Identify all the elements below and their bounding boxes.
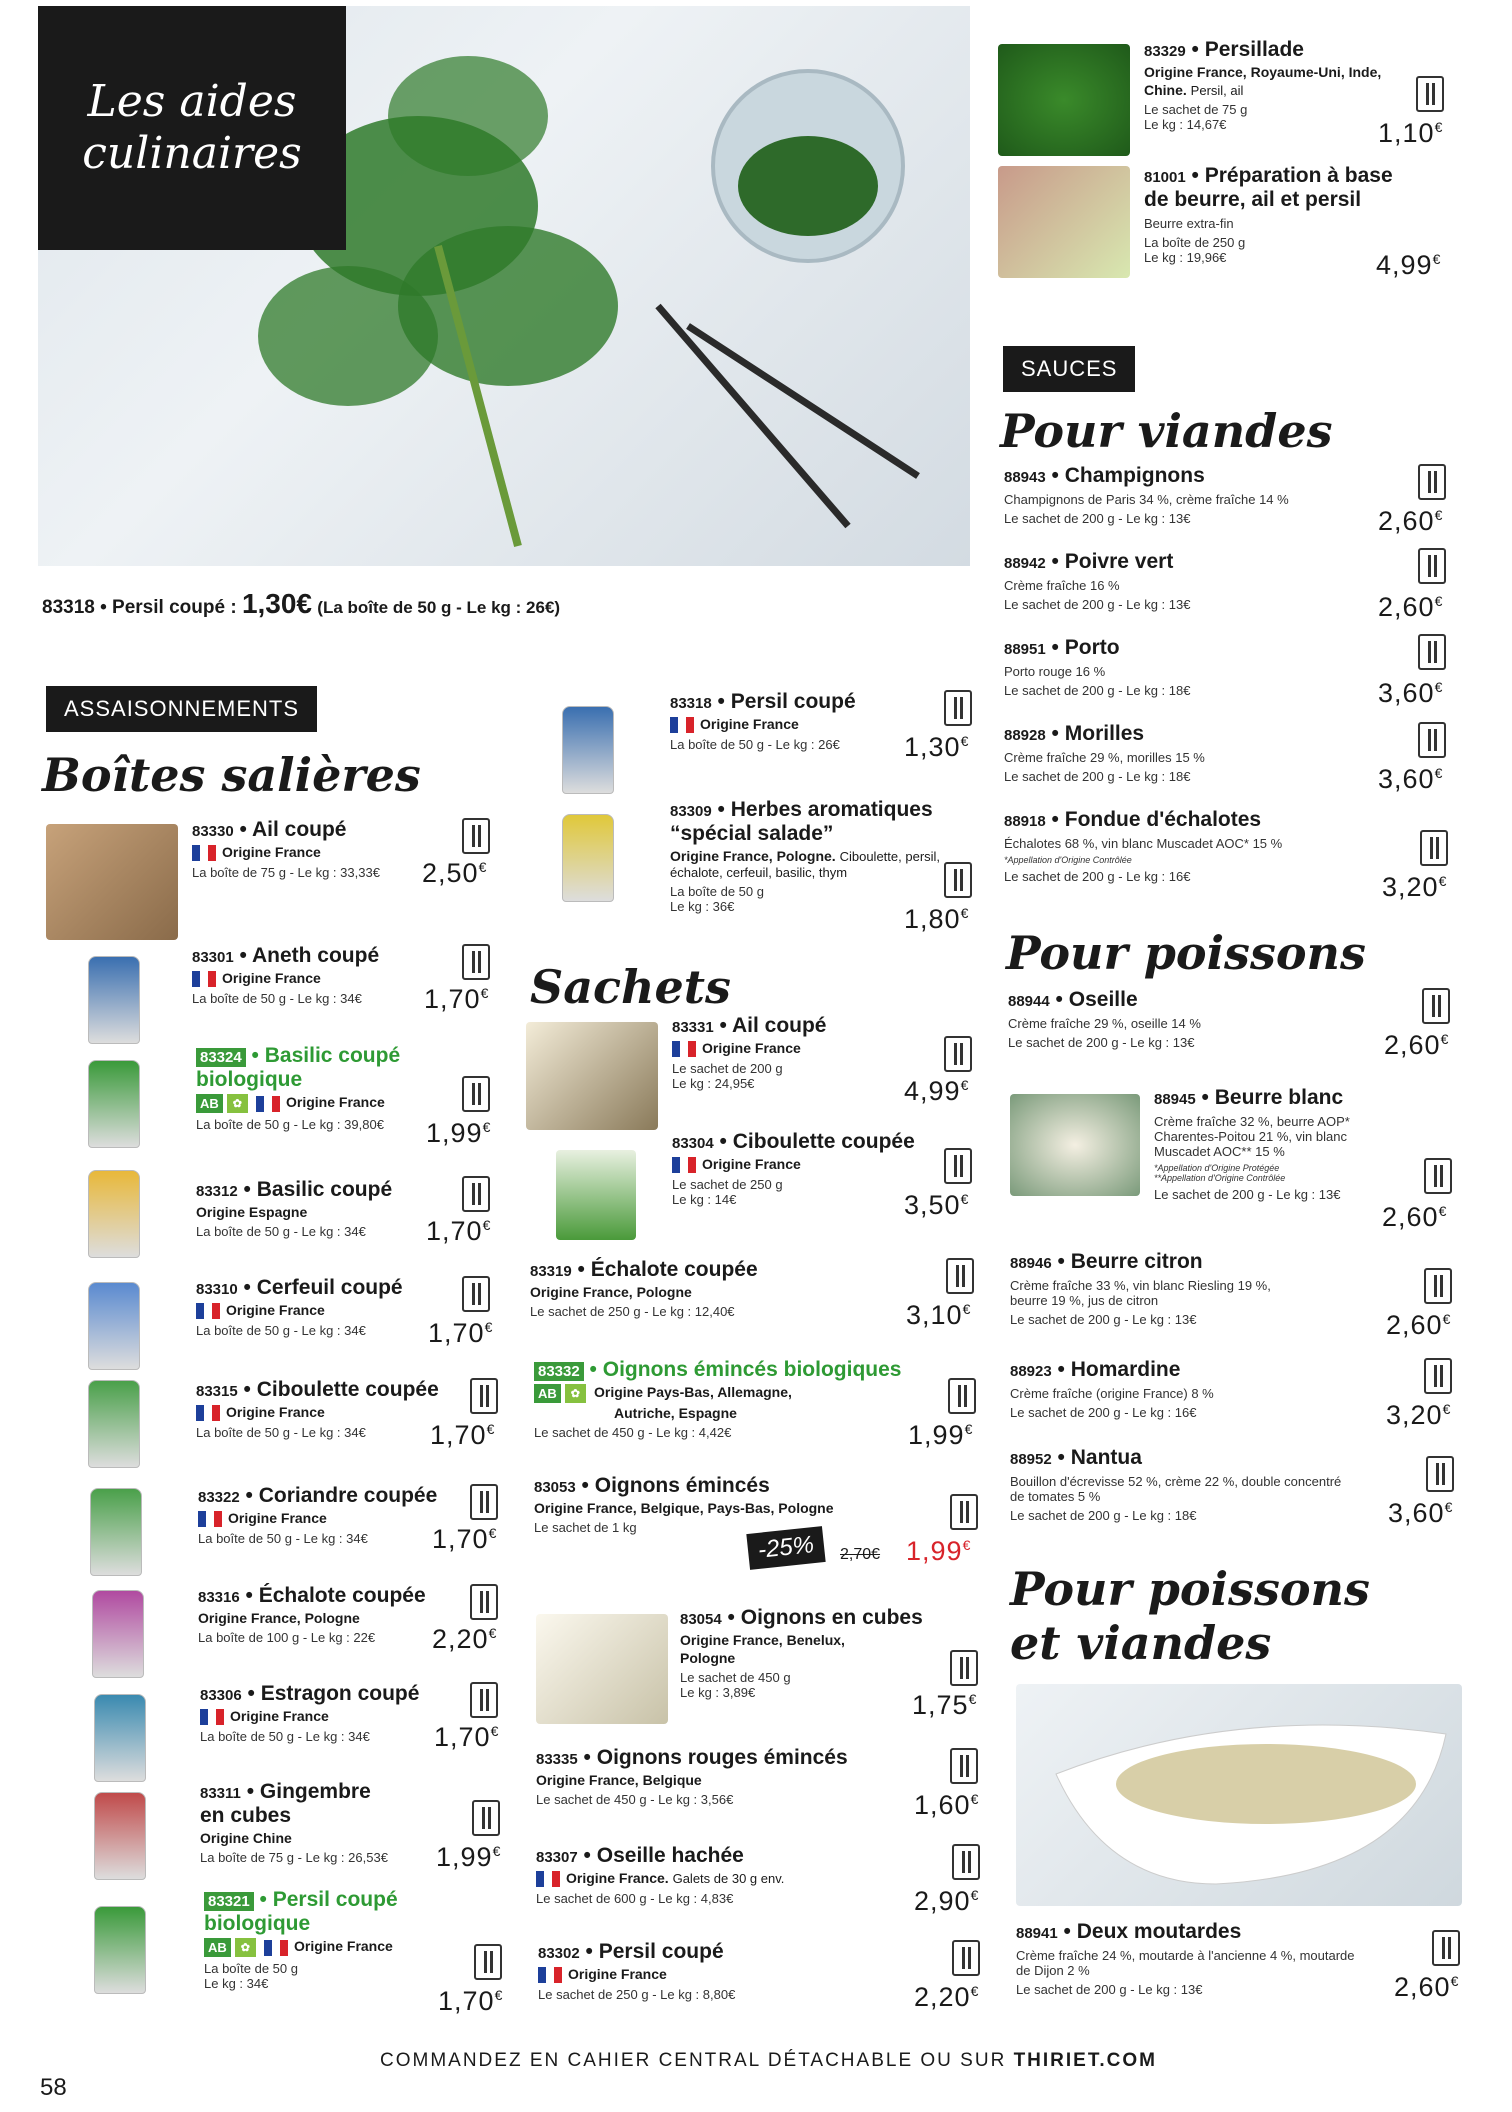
sauce-88923[interactable]: 88923 • Homardine Crème fraîche (origine France) 8 % Le sachet de 200 g - Le kg : 16€ bbox=[1010, 1358, 1214, 1420]
fork-knife-icon bbox=[944, 690, 972, 726]
france-flag-icon bbox=[192, 845, 216, 861]
beurre-blanc-photo bbox=[1010, 1094, 1140, 1196]
eu-organic-leaf-icon: ✿ bbox=[227, 1094, 248, 1113]
product-83329[interactable]: 83329 • Persillade Origine France, Royaume-Uni, Inde, Chine. Persil, ail Le sachet de 75 g Le kg : 14,67€ bbox=[1144, 38, 1382, 132]
sauce-88942[interactable]: 88942 • Poivre vert Crème fraîche 16 % Le sachet de 200 g - Le kg : 13€ bbox=[1004, 550, 1191, 612]
france-flag-icon bbox=[672, 1157, 696, 1173]
price: 1,75€ bbox=[912, 1690, 978, 1720]
sauce-88946[interactable]: 88946 • Beurre citron Crème fraîche 33 %, vin blanc Riesling 19 %, beurre 19 %, jus de citron Le sachet de 200 g - Le kg : 13€ bbox=[1010, 1250, 1271, 1327]
sauce-88945[interactable]: 88945 • Beurre blanc Crème fraîche 32 %, beurre AOP* Charentes-Poitou 21 %, vin blanc Muscadet AOC** 15 % *Appellation d'Origine Protégée **Appellation d'Origine Contrôlée Le sachet de 200 g - Le kg : 13€ bbox=[1154, 1086, 1350, 1202]
price: 3,10€ bbox=[906, 1300, 972, 1330]
fork-knife-icon bbox=[946, 1258, 974, 1294]
garlic-butter-photo bbox=[998, 166, 1130, 278]
fork-knife-icon bbox=[950, 1748, 978, 1784]
product-83304[interactable]: 83304 • Ciboulette coupée Origine France Le sachet de 250 g Le kg : 14€ bbox=[672, 1130, 915, 1208]
france-flag-icon bbox=[256, 1096, 280, 1112]
heading-sachets: Sachets bbox=[530, 960, 731, 1014]
sauce-88943[interactable]: 88943 • Champignons Champignons de Paris 34 %, crème fraîche 14 % Le sachet de 200 g - Le kg : 13€ bbox=[1004, 464, 1289, 526]
product-83307[interactable]: 83307 • Oseille hachée Origine France. Galets de 30 g env. Le sachet de 600 g - Le kg : 4,83€ bbox=[536, 1844, 785, 1907]
onion-cubes-photo bbox=[536, 1614, 668, 1724]
fork-knife-icon bbox=[1418, 722, 1446, 758]
fork-knife-icon bbox=[1424, 1158, 1452, 1194]
fork-knife-icon bbox=[462, 1276, 490, 1312]
fork-knife-icon bbox=[462, 1076, 490, 1112]
price: 1,99€ bbox=[426, 1118, 492, 1148]
price: 2,60€ bbox=[1378, 506, 1444, 536]
price: 2,60€ bbox=[1378, 592, 1444, 622]
price: 4,99€ bbox=[1376, 250, 1442, 280]
fork-knife-icon bbox=[1418, 634, 1446, 670]
chives-pack-photo bbox=[556, 1150, 636, 1240]
fork-knife-icon bbox=[462, 818, 490, 854]
product-83316[interactable]: 83316 • Échalote coupée Origine France, Pologne La boîte de 100 g - Le kg : 22€ bbox=[198, 1584, 426, 1645]
france-flag-icon bbox=[196, 1405, 220, 1421]
product-83324[interactable]: 83324 • Basilic coupé biologique AB ✿ Origine France La boîte de 50 g - Le kg : 39,80€ bbox=[196, 1044, 401, 1132]
fork-knife-icon bbox=[1418, 464, 1446, 500]
price: 2,20€ bbox=[432, 1624, 498, 1654]
fork-knife-icon bbox=[1426, 1456, 1454, 1492]
price: 1,10€ bbox=[1378, 118, 1444, 148]
fork-knife-icon bbox=[1432, 1930, 1460, 1966]
fork-knife-icon bbox=[472, 1800, 500, 1836]
product-pack-image bbox=[90, 1488, 142, 1576]
product-83318[interactable]: 83318 • Persil coupé Origine France La boîte de 50 g - Le kg : 26€ bbox=[670, 690, 856, 753]
fork-knife-icon bbox=[470, 1682, 498, 1718]
product-83315[interactable]: 83315 • Ciboulette coupée Origine France La boîte de 50 g - Le kg : 34€ bbox=[196, 1378, 439, 1441]
price: 3,20€ bbox=[1382, 872, 1448, 902]
section-assaisonnements: ASSAISONNEMENTS bbox=[46, 686, 317, 732]
france-flag-icon bbox=[196, 1303, 220, 1319]
price: 3,60€ bbox=[1378, 678, 1444, 708]
product-pack-image bbox=[94, 1694, 146, 1782]
france-flag-icon bbox=[672, 1041, 696, 1057]
thiriet-link[interactable]: THIRIET.COM bbox=[1013, 2050, 1157, 2071]
product-pack-image bbox=[88, 1282, 140, 1370]
mustard-sauce-photo bbox=[1016, 1684, 1462, 1906]
price: 1,70€ bbox=[426, 1216, 492, 1246]
fork-knife-icon bbox=[462, 1176, 490, 1212]
price: 1,99€ bbox=[436, 1842, 502, 1872]
price: 3,50€ bbox=[904, 1190, 970, 1220]
fork-knife-icon bbox=[462, 944, 490, 980]
hero-caption: 83318 • Persil coupé : 1,30€ (La boîte de 50 g - Le kg : 26€) bbox=[42, 588, 561, 619]
ab-label-icon: AB bbox=[196, 1094, 223, 1113]
product-pack-image bbox=[562, 814, 614, 902]
product-pack-image bbox=[562, 706, 614, 794]
price: 2,60€ bbox=[1384, 1030, 1450, 1060]
product-pack-image bbox=[88, 956, 140, 1044]
product-83322[interactable]: 83322 • Coriandre coupée Origine France La boîte de 50 g - Le kg : 34€ bbox=[198, 1484, 438, 1547]
fork-knife-icon bbox=[1424, 1358, 1452, 1394]
fork-knife-icon bbox=[470, 1378, 498, 1414]
france-flag-icon bbox=[192, 971, 216, 987]
product-83311[interactable]: 83311 • Gingembre en cubes Origine Chine La boîte de 75 g - Le kg : 26,53€ bbox=[200, 1780, 388, 1865]
product-83310[interactable]: 83310 • Cerfeuil coupé Origine France La boîte de 50 g - Le kg : 34€ bbox=[196, 1276, 403, 1339]
page-number: 58 bbox=[40, 2074, 67, 2101]
product-83054[interactable]: 83054 • Oignons en cubes Origine France, Benelux, Pologne Le sachet de 450 g Le kg : 3,89€ bbox=[680, 1606, 923, 1700]
fork-knife-icon bbox=[952, 1940, 980, 1976]
price: 1,99€ bbox=[908, 1420, 974, 1450]
sauce-88944[interactable]: 88944 • Oseille Crème fraîche 29 %, oseille 14 % Le sachet de 200 g - Le kg : 13€ bbox=[1008, 988, 1201, 1050]
fork-knife-icon bbox=[470, 1584, 498, 1620]
footer-order-text: COMMANDEZ EN CAHIER CENTRAL DÉTACHABLE OU SUR THIRIET.COM bbox=[380, 2050, 1157, 2071]
product-83331[interactable]: 83331 • Ail coupé Origine France Le sachet de 200 g Le kg : 24,95€ bbox=[672, 1014, 827, 1092]
product-pack-image bbox=[94, 1906, 146, 1994]
product-pack-image bbox=[92, 1590, 144, 1678]
old-price: 2,70€ bbox=[840, 1546, 881, 1563]
product-83306[interactable]: 83306 • Estragon coupé Origine France La boîte de 50 g - Le kg : 34€ bbox=[200, 1682, 420, 1745]
sauce-88918[interactable]: 88918 • Fondue d'échalotes Échalotes 68 %, vin blanc Muscadet AOC* 15 % *Appellation d'Origine Contrôlée Le sachet de 200 g - Le kg : 16€ bbox=[1004, 808, 1283, 884]
page-title: Les aides culinaires bbox=[38, 6, 346, 250]
product-83053[interactable]: 83053 • Oignons émincés Origine France, Belgique, Pays-Bas, Pologne Le sachet de 1 kg bbox=[534, 1474, 834, 1535]
fork-knife-icon bbox=[1422, 988, 1450, 1024]
fork-knife-icon bbox=[1420, 830, 1448, 866]
product-pack-image bbox=[88, 1060, 140, 1148]
price: 1,70€ bbox=[438, 1986, 504, 2016]
discount-badge: -25% bbox=[746, 1526, 825, 1570]
product-83330[interactable]: 83330 • Ail coupé Origine France La boîte de 75 g - Le kg : 33,33€ bbox=[192, 818, 380, 881]
heading-boites-salieres: Boîtes salières bbox=[42, 748, 421, 802]
product-pack-image bbox=[88, 1170, 140, 1258]
fork-knife-icon bbox=[950, 1650, 978, 1686]
price: 4,99€ bbox=[904, 1076, 970, 1106]
price: 3,60€ bbox=[1378, 764, 1444, 794]
product-83335[interactable]: 83335 • Oignons rouges émincés Origine France, Belgique Le sachet de 450 g - Le kg : 3,56€ bbox=[536, 1746, 848, 1807]
price: 3,20€ bbox=[1386, 1400, 1452, 1430]
product-pack-image bbox=[88, 1380, 140, 1468]
fork-knife-icon bbox=[474, 1944, 502, 1980]
heading-pour-poissons: Pour poissons bbox=[1006, 926, 1366, 980]
eu-organic-leaf-icon: ✿ bbox=[235, 1938, 256, 1957]
price: 2,60€ bbox=[1382, 1202, 1448, 1232]
product-81001[interactable]: 81001 • Préparation à base de beurre, ail et persil Beurre extra-fin La boîte de 250 g Le kg : 19,96€ bbox=[1144, 164, 1393, 265]
product-83332[interactable]: 83332 • Oignons émincés biologiques AB ✿ Origine Pays-Bas, Allemagne, Autriche, Espagne Le sachet de 450 g - Le kg : 4,42€ bbox=[534, 1358, 902, 1440]
france-flag-icon bbox=[670, 717, 694, 733]
price: 2,20€ bbox=[914, 1982, 980, 2012]
sauce-88941[interactable]: 88941 • Deux moutardes Crème fraîche 24 %, moutarde à l'ancienne 4 %, moutarde de Dijon 2 % Le sachet de 200 g - Le kg : 13€ bbox=[1016, 1920, 1355, 1997]
garlic-photo bbox=[46, 824, 178, 940]
product-83301[interactable]: 83301 • Aneth coupé Origine France La boîte de 50 g - Le kg : 34€ bbox=[192, 944, 380, 1007]
fork-knife-icon bbox=[944, 1148, 972, 1184]
price: 3,60€ bbox=[1388, 1498, 1454, 1528]
ab-label-icon: AB bbox=[204, 1938, 231, 1957]
price: 2,60€ bbox=[1386, 1310, 1452, 1340]
price: 1,70€ bbox=[428, 1318, 494, 1348]
fork-knife-icon bbox=[948, 1378, 976, 1414]
sauce-88951[interactable]: 88951 • Porto Porto rouge 16 % Le sachet de 200 g - Le kg : 18€ bbox=[1004, 636, 1191, 698]
france-flag-icon bbox=[264, 1940, 288, 1956]
persillade-photo bbox=[998, 44, 1130, 156]
heading-pour-viandes: Pour viandes bbox=[1000, 404, 1333, 458]
fork-knife-icon bbox=[944, 862, 972, 898]
product-83302[interactable]: 83302 • Persil coupé Origine France Le sachet de 250 g - Le kg : 8,80€ bbox=[538, 1940, 736, 2003]
product-83312[interactable]: 83312 • Basilic coupé Origine Espagne La boîte de 50 g - Le kg : 34€ bbox=[196, 1178, 393, 1239]
product-83321[interactable]: 83321 • Persil coupé biologique AB ✿ Origine France La boîte de 50 g Le kg : 34€ bbox=[204, 1888, 398, 1991]
section-sauces: SAUCES bbox=[1003, 346, 1135, 392]
fork-knife-icon bbox=[1418, 548, 1446, 584]
price: 1,70€ bbox=[434, 1722, 500, 1752]
fork-knife-icon bbox=[1416, 76, 1444, 112]
fork-knife-icon bbox=[950, 1494, 978, 1530]
fork-knife-icon bbox=[1424, 1268, 1452, 1304]
product-83319[interactable]: 83319 • Échalote coupée Origine France, Pologne Le sachet de 250 g - Le kg : 12,40€ bbox=[530, 1258, 758, 1319]
sauce-88952[interactable]: 88952 • Nantua Bouillon d'écrevisse 52 %, crème 22 %, double concentré de tomates 5 % Le sachet de 200 g - Le kg : 18€ bbox=[1010, 1446, 1342, 1523]
ab-label-icon: AB bbox=[534, 1384, 561, 1403]
price: 1,70€ bbox=[432, 1524, 498, 1554]
france-flag-icon bbox=[538, 1967, 562, 1983]
price: 1,30€ bbox=[904, 732, 970, 762]
france-flag-icon bbox=[198, 1511, 222, 1527]
price: 2,60€ bbox=[1394, 1972, 1460, 2002]
eu-organic-leaf-icon: ✿ bbox=[565, 1384, 586, 1403]
sauce-boat-illustration bbox=[1016, 1684, 1462, 1906]
heading-pour-poissons-et-viandes: Pour poissons et viandes bbox=[1010, 1562, 1370, 1670]
garlic-cubes-photo bbox=[526, 1022, 658, 1130]
product-83309[interactable]: 83309 • Herbes aromatiques “spécial salade” Origine France, Pologne. Ciboulette, persil, échalote, cerfeuil, basilic, thym La boîte de 50 g Le kg : 36€ bbox=[670, 798, 941, 914]
fork-knife-icon bbox=[952, 1844, 980, 1880]
france-flag-icon bbox=[536, 1871, 560, 1887]
fork-knife-icon bbox=[944, 1036, 972, 1072]
price: 1,99€ bbox=[906, 1536, 972, 1566]
sauce-88928[interactable]: 88928 • Morilles Crème fraîche 29 %, morilles 15 % Le sachet de 200 g - Le kg : 18€ bbox=[1004, 722, 1205, 784]
price: 2,90€ bbox=[914, 1886, 980, 1916]
product-pack-image bbox=[94, 1792, 146, 1880]
france-flag-icon bbox=[200, 1709, 224, 1725]
price: 1,70€ bbox=[424, 984, 490, 1014]
price: 1,80€ bbox=[904, 904, 970, 934]
fork-knife-icon bbox=[470, 1484, 498, 1520]
price: 1,60€ bbox=[914, 1790, 980, 1820]
price: 2,50€ bbox=[422, 858, 488, 888]
price: 1,70€ bbox=[430, 1420, 496, 1450]
